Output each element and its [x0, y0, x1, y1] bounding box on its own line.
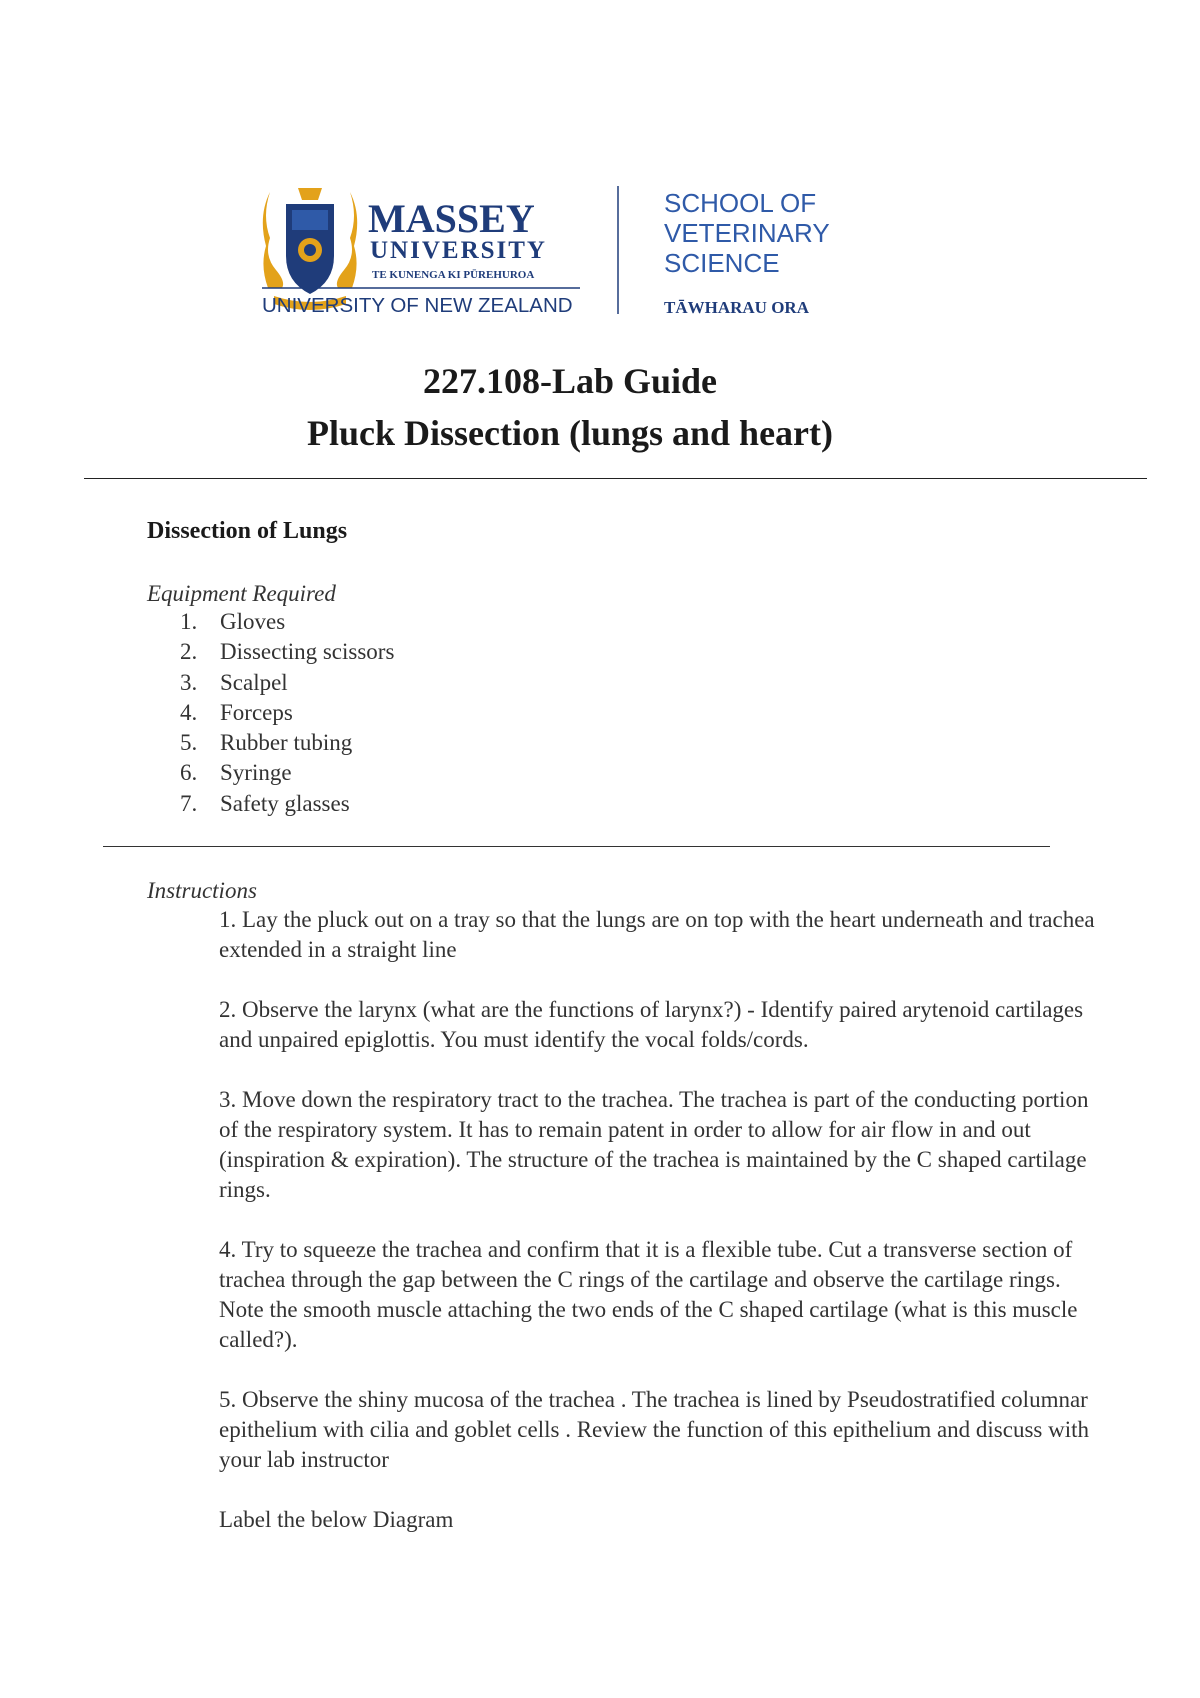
list-item	[180, 789, 394, 819]
equipment-list	[180, 607, 394, 819]
title-course-code: 227.108-Lab Guide	[422, 361, 718, 401]
instruction-step: 2. Observe the larynx (what are the functions of larynx?) - Identify paired arytenoid cartilages and unpaired epiglottis. You must identify the vocal folds/cords.	[219, 997, 1084, 1052]
list-item-number: 3.	[180, 669, 198, 695]
logo-wordmark-university: UNIVERSITY	[370, 237, 547, 264]
logo-school-line-2: VETERINARY	[664, 218, 830, 248]
logo-school-line-3: SCIENCE	[664, 248, 780, 278]
section-divider	[103, 846, 1050, 847]
list-item-number: 6.	[180, 760, 198, 786]
list-item-number: 1.	[180, 609, 198, 634]
list-item-number: 5.	[180, 730, 198, 756]
list-item-number: 7.	[180, 790, 198, 816]
university-crest-icon	[263, 188, 357, 310]
instruction-step: 5. Observe the shiny mucosa of the trachea . The trachea is lined by Pseudostratified columnar epithelium with cilia and goblet cells . Review the function of this epithelium and discuss with your lab instructor	[219, 1387, 1090, 1472]
logo-school-maori-name: TĀWHARAU ORA	[664, 298, 809, 317]
list-item	[180, 758, 394, 788]
list-item	[180, 728, 394, 758]
logo-university-of-new-zealand: UNIVERSITY OF NEW ZEALAND	[262, 294, 573, 317]
list-item-label: Syringe	[220, 760, 292, 786]
title-subject: Pluck Dissection (lungs and heart)	[306, 413, 834, 453]
instruction-step: 1. Lay the pluck out on a tray so that the lungs are on top with the heart underneath and trachea extended in a straight line	[219, 907, 1095, 962]
list-item-number: 2.	[180, 639, 198, 665]
section-heading: Dissection of Lungs	[147, 518, 348, 544]
logo-motto: TE KUNENGA KI PŪREHUROA	[372, 269, 535, 281]
list-item-label: Dissecting scissors	[220, 639, 395, 665]
list-item	[180, 607, 394, 637]
instruction-step: 4. Try to squeeze the trachea and confirm that it is a flexible tube. Cut a transverse section of trachea through the gap between the C rings of the cartilage and observe the cartilage rings. Note the smooth muscle attaching the two ends of the C shaped cartilage (what is this muscle called?).	[219, 1237, 1078, 1352]
massey-university-logo	[262, 186, 840, 318]
instructions-heading: Instructions	[147, 878, 257, 903]
equipment-heading: Equipment Required	[147, 581, 336, 606]
list-item	[180, 698, 394, 728]
logo-wordmark-massey: MASSEY	[368, 196, 535, 241]
document-title	[0, 355, 1140, 459]
diagram-label-prompt: Label the below Diagram	[219, 1507, 454, 1532]
list-item-label: Gloves	[220, 609, 286, 634]
instruction-step: 3. Move down the respiratory tract to the trachea. The trachea is part of the conducting portion of the respiratory system. It has to remain patent in order to allow for air flow in and out (inspiration & expiration). The structure of the trachea is maintained by the C shaped cartilage rings.	[219, 1087, 1089, 1202]
logo-school-line-1: SCHOOL OF	[664, 188, 817, 218]
list-item-label: Rubber tubing	[220, 730, 353, 756]
title-divider	[84, 478, 1147, 479]
list-item	[180, 637, 394, 667]
list-item	[180, 668, 394, 698]
list-item-label: Safety glasses	[220, 790, 350, 816]
instructions-body	[219, 905, 1099, 1565]
list-item-number: 4.	[180, 699, 198, 725]
list-item-label: Forceps	[220, 699, 293, 725]
list-item-label: Scalpel	[220, 669, 288, 695]
